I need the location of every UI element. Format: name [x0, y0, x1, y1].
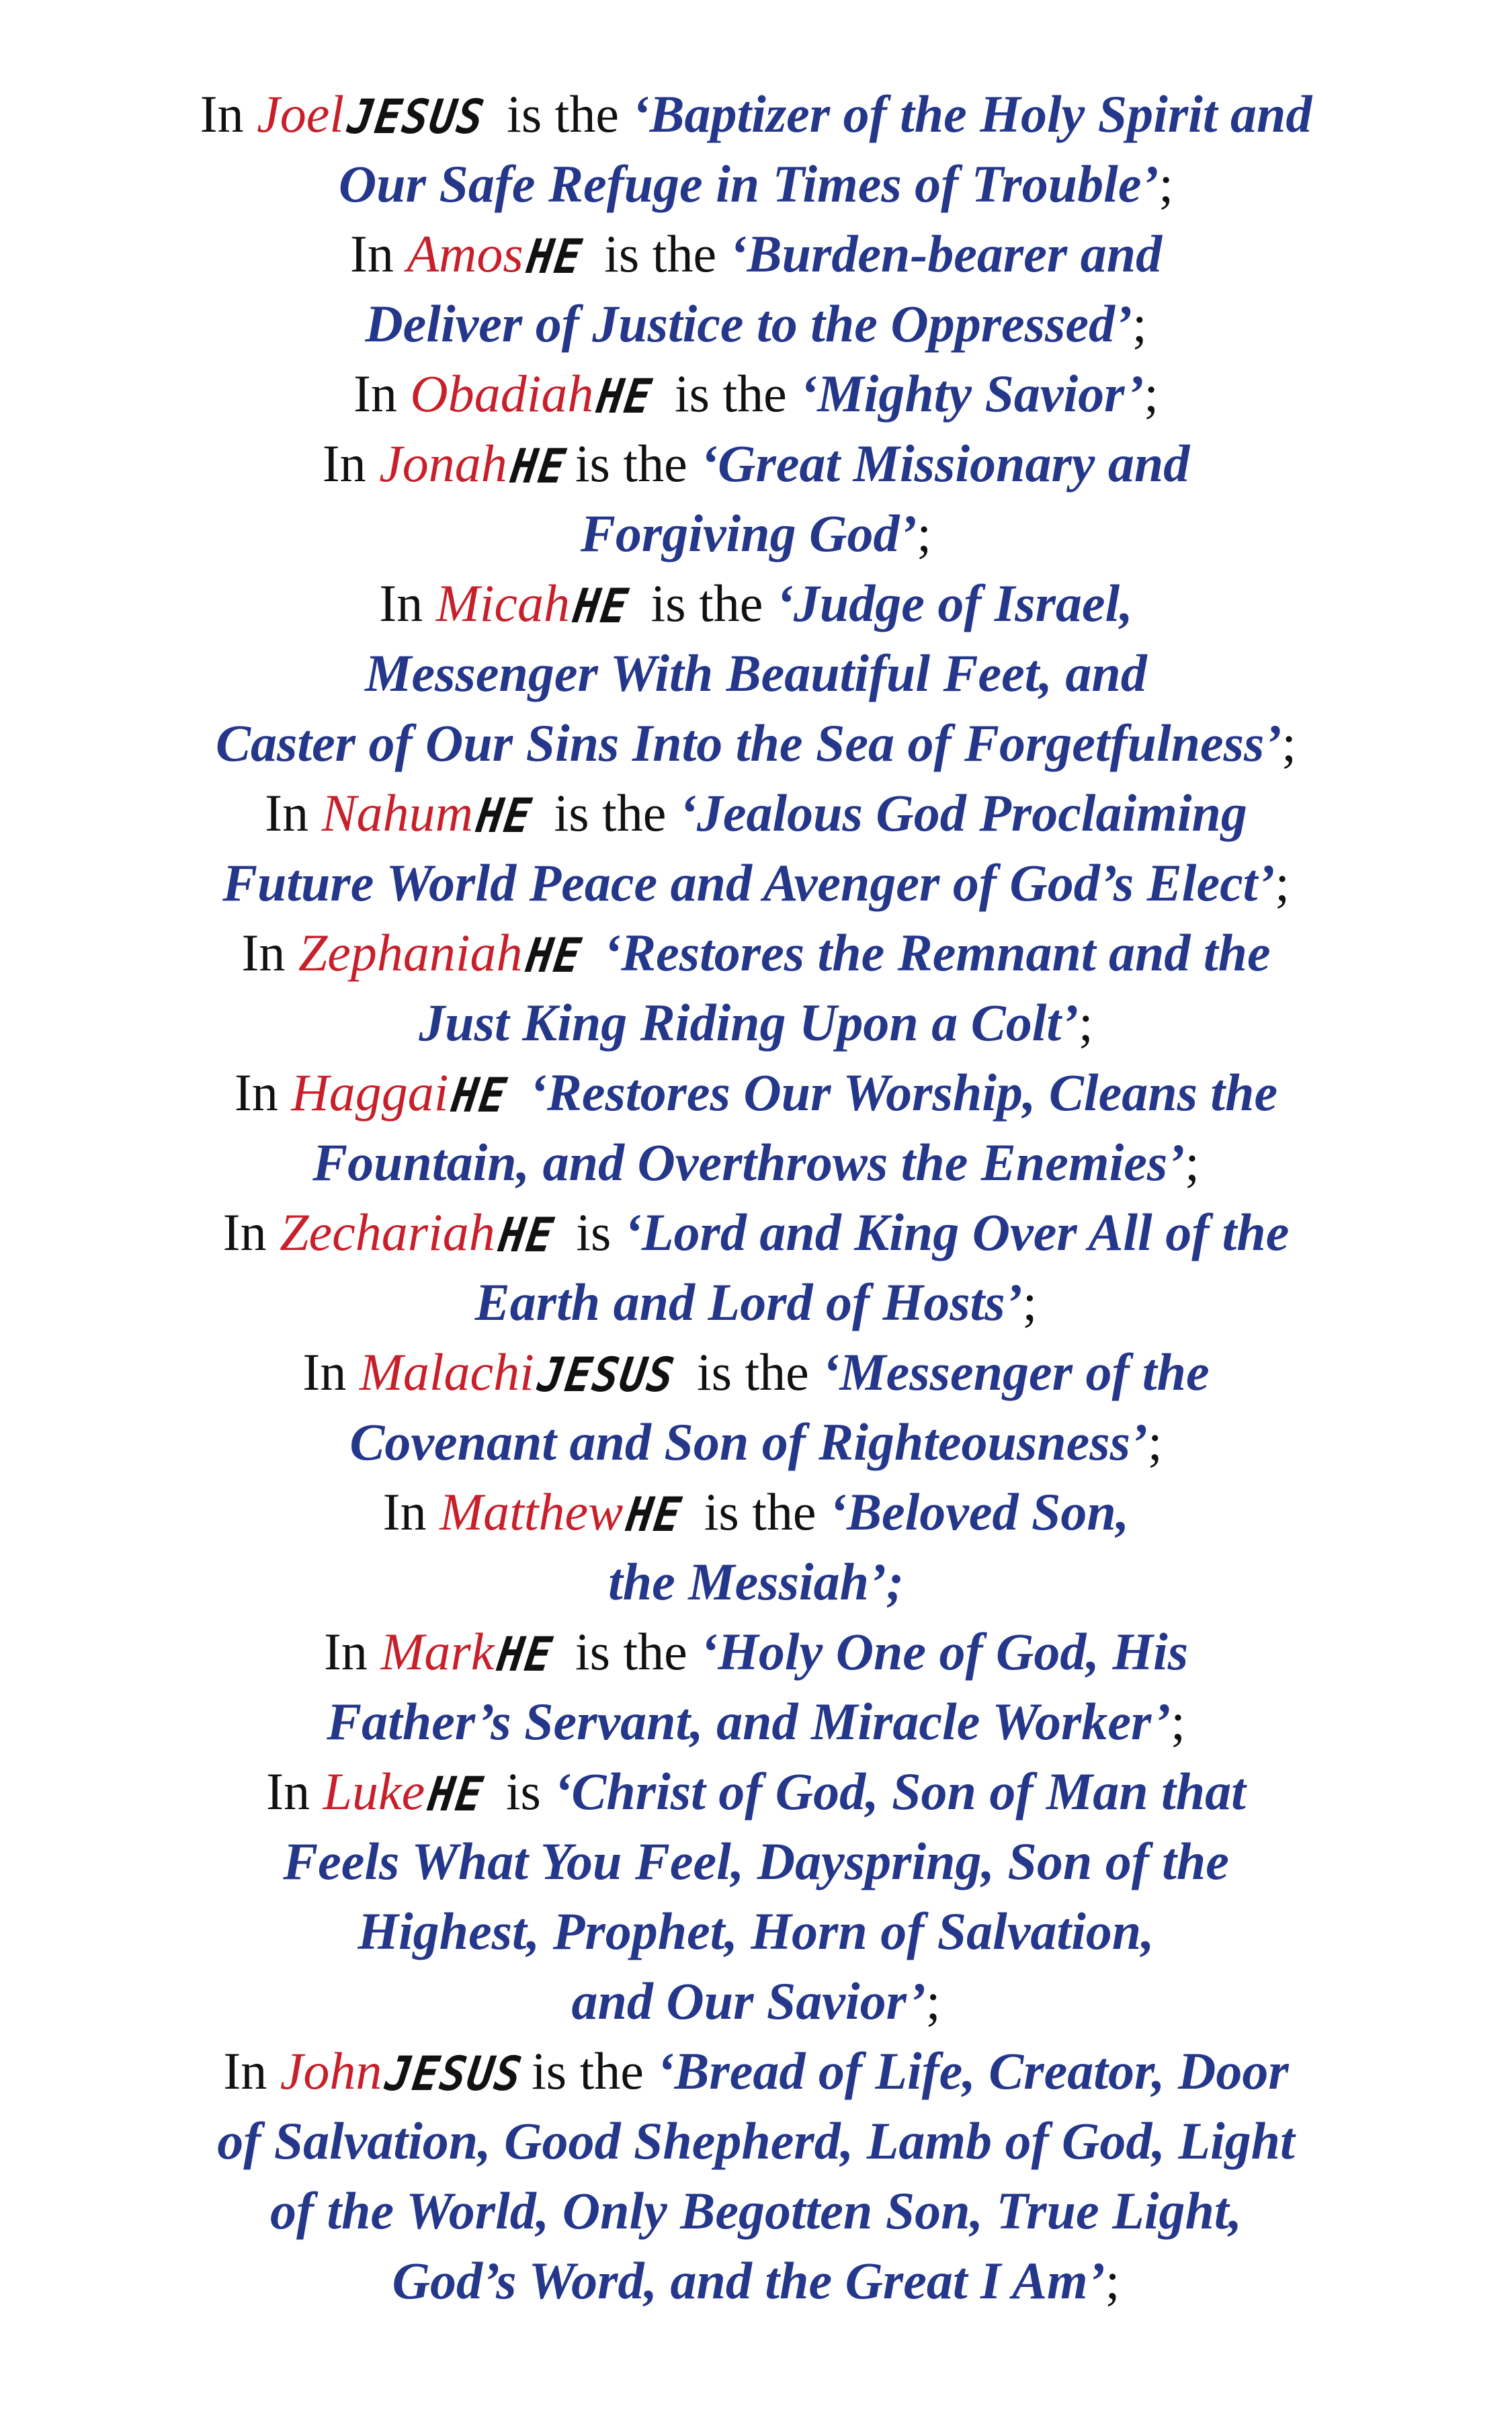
title-phrase: ‘Restores Our Worship, Cleans the [529, 1063, 1278, 1122]
title-phrase: of Salvation, Good Shepherd, Lamb of God, Light [217, 2112, 1295, 2170]
title-phrase: Deliver of Justice to the Oppressed’ [365, 294, 1132, 353]
verb [591, 923, 604, 982]
verb: is the [562, 1622, 701, 1681]
book-name: Haggai [291, 1063, 449, 1122]
line [0, 918, 1512, 988]
book-name: Nahum [321, 784, 473, 842]
prefix: In [222, 1203, 280, 1261]
prefix: In [322, 434, 380, 493]
line [0, 1617, 1512, 1687]
punctuation: ; [925, 1972, 941, 2030]
prefix: In [382, 1483, 440, 1541]
line [0, 1547, 1512, 1617]
line [0, 1407, 1512, 1477]
title-phrase: and Our Savior’ [571, 1972, 926, 2030]
line [0, 2176, 1512, 2246]
divine-name: HE [623, 1488, 685, 1543]
verb [516, 1063, 530, 1122]
verb: is the [691, 1483, 830, 1541]
line [0, 569, 1512, 638]
line [0, 1757, 1512, 1827]
title-phrase: ‘Beloved Son, [829, 1483, 1130, 1541]
divine-name: HE [593, 370, 657, 425]
title-phrase: ‘Mighty Savior’ [800, 364, 1144, 423]
punctuation: ; [1132, 294, 1147, 353]
divine-name: JESUS [344, 90, 489, 145]
poem-text [0, 79, 1512, 2316]
punctuation: ; [917, 504, 932, 562]
prefix: In [265, 784, 322, 842]
prefix: In [266, 1762, 323, 1821]
prefix: In [379, 574, 436, 632]
book-name: Joel [257, 85, 344, 143]
punctuation: ; [1275, 853, 1290, 912]
title-phrase: ‘Jealous God Proclaiming [679, 784, 1247, 842]
title-phrase: the Messiah’; [608, 1552, 904, 1611]
punctuation: ; [1147, 1413, 1163, 1471]
title-phrase: Messenger With Beautiful Feet, and [365, 644, 1147, 702]
line [0, 219, 1512, 289]
divine-name: HE [495, 1208, 558, 1263]
line [0, 638, 1512, 708]
line [0, 79, 1512, 149]
line [0, 1477, 1512, 1547]
line [0, 1337, 1512, 1407]
title-phrase: ‘Messenger of the [822, 1343, 1210, 1401]
line [0, 1966, 1512, 2036]
title-phrase: Covenant and Son of Righteousness’ [349, 1413, 1148, 1471]
book-name: John [280, 2042, 382, 2100]
prefix: In [234, 1063, 292, 1122]
prefix: In [241, 923, 298, 982]
book-name: Matthew [439, 1483, 624, 1541]
verb: is the [532, 2042, 657, 2100]
line [0, 1198, 1512, 1267]
line [0, 2036, 1512, 2106]
title-phrase: Future World Peace and Avenger of God’s Elect’ [222, 853, 1275, 912]
line [0, 1827, 1512, 1896]
prefix: In [349, 224, 407, 283]
line [0, 359, 1512, 429]
punctuation: ; [1105, 2251, 1120, 2310]
line [0, 708, 1512, 778]
verb: is the [638, 574, 776, 632]
book-name: Mark [380, 1622, 495, 1681]
prefix: In [353, 364, 411, 423]
book-name: Jonah [379, 434, 507, 493]
title-phrase: ‘Bread of Life, Creator, Door [657, 2042, 1289, 2100]
book-name: Micah [435, 574, 571, 632]
title-phrase: God’s Word, and the Great I Am’ [392, 2251, 1105, 2310]
line [0, 2246, 1512, 2316]
title-phrase: Caster of Our Sins Into the Sea of Forgetfulness’ [216, 714, 1282, 772]
book-name: Zechariah [280, 1203, 495, 1261]
line [0, 1687, 1512, 1757]
punctuation: ; [1185, 1133, 1200, 1192]
punctuation: ; [1022, 1273, 1038, 1331]
book-name: Zephaniah [298, 923, 523, 982]
divine-name: JESUS [534, 1348, 679, 1403]
title-phrase: Just King Riding Upon a Colt’ [419, 993, 1079, 1052]
verb: is [562, 1203, 624, 1261]
book-name: Amos [407, 224, 523, 283]
title-phrase: of the World, Only Begotten Son, True Light, [269, 2181, 1243, 2240]
title-phrase: Highest, Prophet, Horn of Salvation, [358, 1902, 1154, 1960]
title-phrase: Father’s Servant, and Miracle Worker’ [327, 1692, 1171, 1751]
divine-name: HE [523, 230, 586, 285]
prefix: In [200, 85, 257, 143]
title-phrase: Feels What You Feel, Dayspring, Son of the [283, 1832, 1229, 1890]
prefix: In [323, 1622, 381, 1681]
line [0, 778, 1512, 848]
divine-name: HE [507, 440, 570, 495]
punctuation: ; [1159, 155, 1174, 213]
line [0, 499, 1512, 569]
book-name: Obadiah [410, 364, 594, 423]
divine-name: HE [473, 789, 536, 844]
verb: is the [493, 85, 632, 143]
line [0, 848, 1512, 918]
punctuation: ; [1171, 1692, 1185, 1751]
line [0, 1896, 1512, 1966]
verb: is the [683, 1343, 823, 1401]
punctuation: ; [1144, 364, 1159, 423]
title-phrase: Our Safe Refuge in Times of Trouble’ [338, 155, 1159, 213]
line [0, 1128, 1512, 1198]
divine-name: HE [425, 1767, 488, 1823]
title-phrase: ‘Lord and King Over All of the [624, 1203, 1290, 1261]
divine-name: HE [494, 1628, 557, 1683]
title-phrase: ‘Baptizer of the Holy Spirit and [632, 85, 1312, 143]
line [0, 289, 1512, 359]
line [0, 2106, 1512, 2176]
verb: is the [661, 364, 800, 423]
book-name: Luke [323, 1762, 425, 1821]
verb: is [493, 1762, 554, 1821]
title-phrase: ‘Judge of Israel, [775, 574, 1133, 632]
line [0, 429, 1512, 499]
divine-name: HE [522, 929, 585, 984]
line [0, 1267, 1512, 1337]
title-phrase: ‘Restores the Remnant and the [603, 923, 1271, 982]
title-phrase: Fountain, and Overthrows the Enemies’ [312, 1133, 1185, 1192]
title-phrase: ‘Burden-bearer and [729, 224, 1163, 283]
line [0, 149, 1512, 219]
verb: is the [541, 784, 679, 842]
book-name: Malachi [359, 1343, 534, 1401]
verb: is the [591, 224, 730, 283]
prefix: In [302, 1343, 360, 1401]
punctuation: ; [1282, 714, 1296, 772]
verb: is the [575, 434, 701, 493]
punctuation: ; [1079, 993, 1093, 1052]
title-phrase: Earth and Lord of Hosts’ [474, 1273, 1023, 1331]
divine-name: JESUS [382, 2047, 526, 2102]
title-phrase: Forgiving God’ [580, 504, 917, 562]
prefix: In [223, 2042, 280, 2100]
line [0, 988, 1512, 1058]
line [0, 1058, 1512, 1128]
title-phrase: ‘Holy One of God, His [700, 1622, 1189, 1681]
title-phrase: ‘Great Missionary and [700, 434, 1190, 493]
divine-name: HE [570, 579, 632, 634]
title-phrase: ‘Christ of God, Son of Man that [554, 1762, 1246, 1821]
divine-name: HE [448, 1069, 511, 1124]
